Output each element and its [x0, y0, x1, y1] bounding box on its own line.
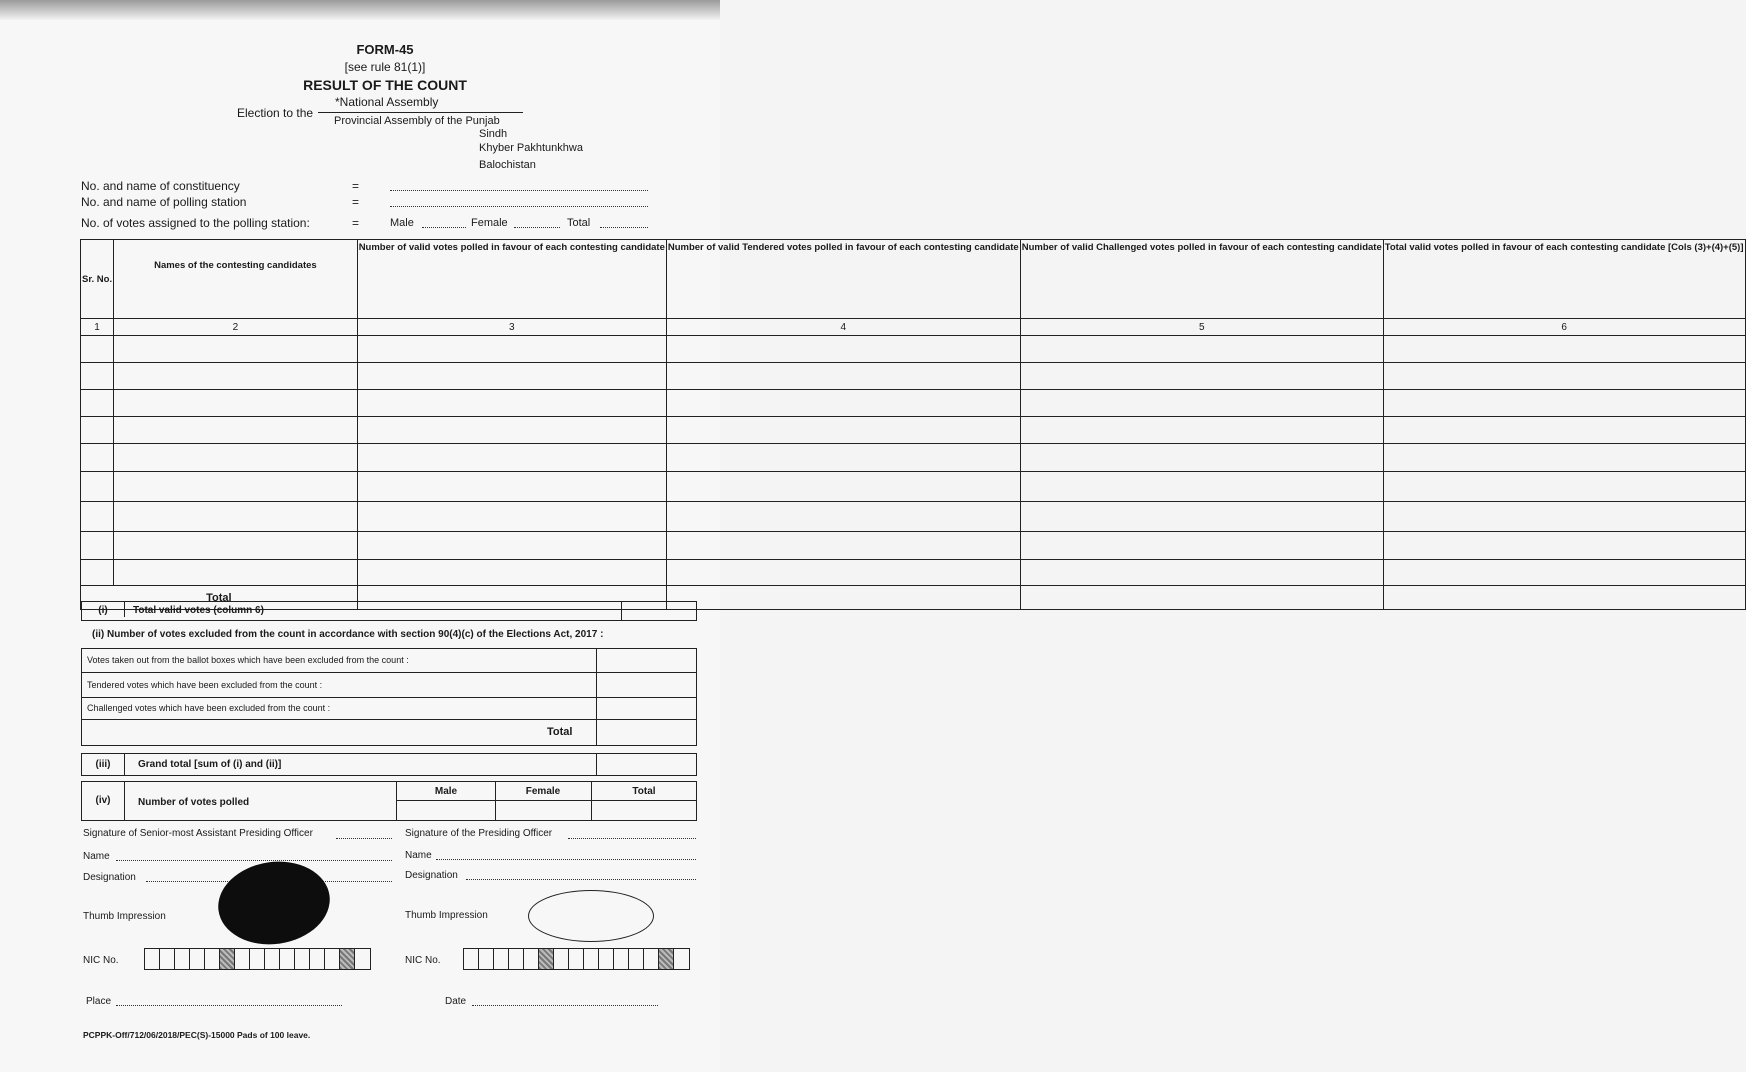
divider: [397, 800, 697, 801]
cell[interactable]: [1383, 472, 1745, 502]
cell[interactable]: [1020, 390, 1383, 417]
table-row: [81, 560, 1746, 586]
table-row: [81, 502, 1746, 532]
cell[interactable]: [81, 390, 114, 417]
print-reference: PCPPK-Off/712/06/2018/PEC(S)-15000 Pads of 100 leave.: [83, 1030, 311, 1040]
date-label: Date: [445, 996, 467, 1007]
cell[interactable]: [1020, 472, 1383, 502]
cell[interactable]: [81, 336, 114, 363]
apo-name-field[interactable]: [116, 856, 392, 861]
cell[interactable]: [81, 472, 114, 502]
option-balochistan: Balochistan: [479, 159, 536, 171]
polled-total-label: Total: [632, 786, 656, 797]
section-i-label: Total valid votes (column 6): [133, 605, 264, 616]
cell[interactable]: [1383, 560, 1745, 586]
apo-nic-boxes[interactable]: [144, 948, 371, 970]
col-number: 5: [1020, 319, 1383, 336]
option-national-assembly: *National Assembly: [335, 95, 439, 109]
po-thumb-label: Thumb Impression: [405, 910, 488, 921]
section-iii-box: [81, 753, 697, 776]
table-row: [81, 444, 1746, 472]
po-name-label: Name: [405, 850, 432, 861]
female-label: Female: [471, 217, 508, 229]
polling-station-field[interactable]: [390, 196, 648, 207]
votes-polled-grid: [396, 782, 697, 820]
constituency-label: No. and name of constituency: [81, 179, 240, 193]
cell[interactable]: [1383, 417, 1745, 444]
col-number: 6: [1383, 319, 1745, 336]
cell[interactable]: [357, 417, 666, 444]
section-ii-box: [81, 648, 697, 746]
cell[interactable]: [81, 417, 114, 444]
place-field[interactable]: [116, 1001, 342, 1006]
cell[interactable]: [81, 444, 114, 472]
cell[interactable]: [1020, 363, 1383, 390]
cell[interactable]: [357, 502, 666, 532]
column-number-row: [81, 319, 1746, 336]
cell[interactable]: [114, 444, 358, 472]
cell[interactable]: [81, 560, 114, 586]
date-field[interactable]: [472, 1001, 658, 1006]
cell[interactable]: [666, 390, 1020, 417]
po-signature-label: Signature of the Presiding Officer: [405, 828, 553, 839]
excluded-tendered-label: Tendered votes which have been excluded from the count :: [87, 680, 323, 690]
total-field[interactable]: [600, 218, 648, 228]
header-total-valid-votes: Total valid votes polled in favour of each contesting candidate [Cols (3)+(4)+(5)]: [1383, 240, 1745, 319]
cell[interactable]: [1383, 532, 1745, 560]
section-iii-number: (iii): [82, 754, 125, 775]
header-challenged-votes: Number of valid Challenged votes polled in favour of each contesting candidate: [1020, 240, 1383, 319]
cell[interactable]: [666, 336, 1020, 363]
cell[interactable]: [1020, 532, 1383, 560]
cell[interactable]: [357, 532, 666, 560]
male-field[interactable]: [422, 218, 466, 228]
col-number: 2: [114, 319, 358, 336]
table-row: [81, 390, 1746, 417]
cell[interactable]: [357, 336, 666, 363]
grand-total-value[interactable]: [596, 754, 697, 775]
election-divider: [318, 112, 523, 113]
section-iv-label: Number of votes polled: [138, 797, 250, 808]
female-field[interactable]: [514, 218, 560, 228]
cell[interactable]: [357, 472, 666, 502]
results-table: [80, 239, 1746, 610]
excluded-values-column[interactable]: [596, 649, 697, 745]
cell[interactable]: [81, 532, 114, 560]
cell[interactable]: [114, 560, 358, 586]
cell[interactable]: [1020, 560, 1383, 586]
table-row: [81, 472, 1746, 502]
col-number: 1: [81, 319, 114, 336]
cell[interactable]: [1020, 586, 1383, 610]
cell[interactable]: [1383, 502, 1745, 532]
cell[interactable]: [1020, 444, 1383, 472]
section-i-box: [81, 601, 697, 621]
form-number: FORM-45: [356, 42, 414, 57]
cell[interactable]: [1383, 336, 1745, 363]
votes-assigned-label: No. of votes assigned to the polling station:: [81, 216, 310, 230]
equals-sign: =: [352, 179, 360, 193]
polling-station-label: No. and name of polling station: [81, 195, 247, 209]
option-punjab: Provincial Assembly of the Punjab: [334, 115, 500, 127]
place-label: Place: [86, 996, 112, 1007]
cell[interactable]: [114, 390, 358, 417]
po-nic-label: NIC No.: [405, 955, 441, 966]
polled-female-label: Female: [525, 786, 561, 797]
po-nic-boxes[interactable]: [463, 948, 690, 970]
section-i-value[interactable]: [621, 602, 697, 620]
col-number: 4: [666, 319, 1020, 336]
cell[interactable]: [666, 417, 1020, 444]
cell[interactable]: [1020, 502, 1383, 532]
option-sindh: Sindh: [479, 128, 508, 140]
thumb-impression-blot: [213, 855, 335, 952]
table-row: [81, 417, 1746, 444]
constituency-field[interactable]: [390, 180, 648, 191]
section-iv-box: [81, 781, 697, 821]
po-designation-label: Designation: [405, 870, 458, 881]
cell[interactable]: [114, 532, 358, 560]
section-i-number: (i): [82, 602, 125, 617]
col-number: 3: [357, 319, 666, 336]
cell[interactable]: [114, 472, 358, 502]
cell[interactable]: [666, 560, 1020, 586]
section-iv-number: (iv): [82, 782, 125, 820]
table-row: [81, 336, 1746, 363]
table-total-label: Total: [81, 586, 358, 610]
cell[interactable]: [1020, 336, 1383, 363]
po-thumb-oval[interactable]: [528, 890, 654, 942]
election-label: Election to the: [237, 106, 314, 120]
cell[interactable]: [81, 363, 114, 390]
header-candidate-names: Names of the contesting candidates: [114, 240, 358, 319]
cell[interactable]: [666, 532, 1020, 560]
cell[interactable]: [114, 417, 358, 444]
apo-signature-field[interactable]: [336, 834, 392, 839]
cell[interactable]: [1383, 586, 1745, 610]
po-signature-field[interactable]: [568, 834, 696, 839]
cell[interactable]: [81, 502, 114, 532]
total-label: Total: [567, 217, 591, 229]
header-tendered-votes: Number of valid Tendered votes polled in favour of each contesting candidate: [666, 240, 1020, 319]
cell[interactable]: [357, 444, 666, 472]
cell[interactable]: [1383, 363, 1745, 390]
apo-name-label: Name: [83, 851, 110, 862]
header-sr-no: Sr. No.: [81, 240, 114, 319]
po-name-field[interactable]: [436, 855, 696, 860]
table-header-row: [81, 240, 1746, 319]
cell[interactable]: [357, 363, 666, 390]
rule-reference: [see rule 81(1)]: [344, 60, 426, 74]
cell[interactable]: [357, 560, 666, 586]
form-title: RESULT OF THE COUNT: [303, 77, 467, 93]
cell[interactable]: [666, 472, 1020, 502]
header-valid-votes: Number of valid votes polled in favour of each contesting candidate: [357, 240, 666, 319]
polled-male-label: Male: [434, 786, 458, 797]
section-iii-label: Grand total [sum of (i) and (ii)]: [138, 759, 282, 770]
apo-nic-label: NIC No.: [83, 955, 119, 966]
cell[interactable]: [114, 336, 358, 363]
cell[interactable]: [114, 502, 358, 532]
excluded-ballot-label: Votes taken out from the ballot boxes which have been excluded from the count :: [87, 655, 409, 665]
excluded-challenged-label: Challenged votes which have been excluded from the count :: [87, 703, 331, 713]
cell[interactable]: [666, 586, 1020, 610]
cell[interactable]: [666, 444, 1020, 472]
apo-thumb-label: Thumb Impression: [83, 911, 166, 922]
apo-signature-label: Signature of Senior-most Assistant Presiding Officer: [83, 828, 313, 839]
cell[interactable]: [666, 502, 1020, 532]
option-kpk: Khyber Pakhtunkhwa: [479, 142, 583, 154]
po-designation-field[interactable]: [466, 875, 696, 880]
male-label: Male: [390, 217, 414, 229]
apo-designation-label: Designation: [83, 872, 136, 883]
table-row: [81, 532, 1746, 560]
equals-sign: =: [352, 195, 360, 209]
section-ii-heading: (ii) Number of votes excluded from the count in accordance with section 90(4)(c) of the Elections Act, 2017 :: [92, 629, 604, 640]
excluded-total-label: Total: [547, 726, 573, 738]
table-row: [81, 363, 1746, 390]
cell[interactable]: [357, 390, 666, 417]
cell[interactable]: [114, 363, 358, 390]
equals-sign: =: [352, 216, 360, 230]
cell[interactable]: [666, 363, 1020, 390]
cell[interactable]: [1020, 417, 1383, 444]
cell[interactable]: [1383, 444, 1745, 472]
scan-shadow: [0, 0, 720, 20]
cell[interactable]: [1383, 390, 1745, 417]
